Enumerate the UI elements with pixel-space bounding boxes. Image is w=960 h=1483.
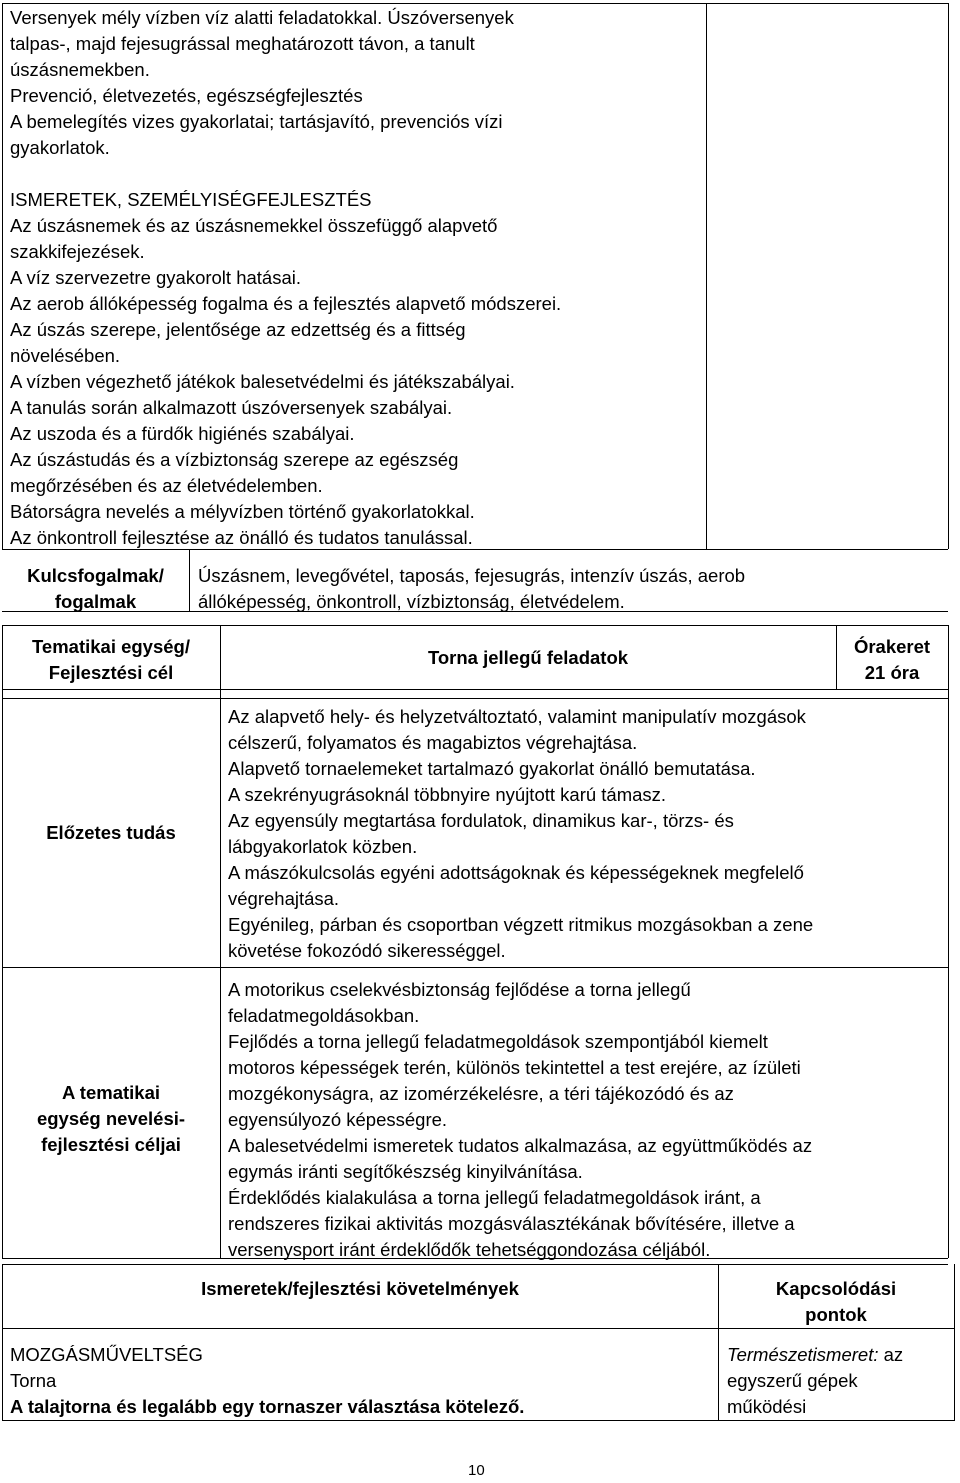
content-line: talpas-, majd fejesugrással meghatározott távon, a tanult [10,33,475,54]
requirements-line: MOZGÁSMŰVELTSÉG [10,1344,203,1365]
border [2,3,948,4]
goals-line: egymás iránti segítőkészség kinyilvánítása. [228,1161,583,1182]
unit-label: Tematikai egység/ [31,636,190,657]
goals-line: mozgékonyságra, az izomérzékelésre, a téri tájékozódó és az [228,1083,734,1104]
goals-label: A tematikai [61,1082,161,1103]
prior-line: Alapvető tornaelemeket tartalmazó gyakorlat önálló bemutatása. [228,758,756,779]
content-line: gyakorlatok. [10,137,110,158]
goals-line: feladatmegoldásokban. [228,1005,420,1026]
border [2,1420,955,1421]
keywords-label: fogalmak [54,591,137,612]
border [2,3,3,549]
border [220,625,221,1258]
prior-line: lábgyakorlatok közben. [228,836,418,857]
requirements-header: Ismeretek/fejlesztési követelmények [201,1278,519,1299]
prior-line: Egyénileg, párban és csoportban végzett ritmikus mozgásokban a zene [228,914,814,935]
prior-line: célszerű, folyamatos és magabiztos végrehajtása. [228,732,638,753]
keywords-label: Kulcsfogalmak/ [27,565,164,586]
links-line [727,1342,903,1368]
links-header: pontok [805,1304,867,1325]
border [2,698,948,699]
border [706,3,707,549]
requirements-line: A talajtorna és legalább egy tornaszer választása kötelező. [10,1396,525,1417]
border [948,625,949,1258]
requirements-line: Torna [10,1370,57,1391]
goals-line: motoros képességek terén, különös tekintettel a test erejére, az ízületi [228,1057,801,1078]
links-line: egyszerű gépek [727,1370,858,1391]
border [2,689,948,690]
content-line: A tanulás során alkalmazott úszóversenyek szabályai. [10,397,453,418]
content-line: megőrzésében és az életvédelemben. [10,475,323,496]
prior-line: A mászókulcsolás egyéni adottságoknak és képességeknek megfelelő [228,862,804,883]
content-line: úszásnemekben. [10,59,150,80]
content-line: szakkifejezések. [10,241,145,262]
hours-value: 21 óra [864,662,920,683]
border [2,1264,948,1265]
content-line: Az aerob állóképesség fogalma és a fejlesztés alapvető módszerei. [10,293,562,314]
prior-line: követése fokozódó sikerességgel. [228,940,506,961]
goals-line: egyensúlyozó képességre. [228,1109,448,1130]
content-line: A bemelegítés vizes gyakorlatai; tartásjavító, prevenciós vízi [10,111,503,132]
content-line: A vízben végezhető játékok balesetvédelmi és játékszabályai. [10,371,515,392]
unit-label: Fejlesztési cél [48,662,174,683]
content-line: Az úszásnemek és az úszásnemekkel összefüggő alapvető [10,215,498,236]
content-line: Bátorságra nevelés a mélyvízben történő gyakorlatokkal. [10,501,475,522]
goals-line: versenysport iránt érdeklődők tehetséggondozása céljából. [228,1239,711,1260]
border [954,1264,955,1420]
keywords-text: Úszásnem, levegővétel, taposás, fejesugrás, intenzív úszás, aerob [198,565,746,586]
content-line: Az uszoda és a fürdők higiénés szabályai. [10,423,355,444]
goals-label: egység nevelési- [36,1108,186,1129]
border [189,549,190,611]
content-line: Prevenció, életvezetés, egészségfejlesztés [10,85,363,106]
content-line: Versenyek mély vízben víz alatti feladatokkal. Úszóversenyek [10,7,514,28]
page-number: 10 [468,1462,485,1479]
border [948,3,949,549]
border [2,1328,955,1329]
content-line: Az úszás szerepe, jelentősége az edzettség és a fittség [10,319,466,340]
prior-line: Az egyensúly megtartása fordulatok, dinamikus kar-, törzs- és [228,810,734,831]
goals-line: rendszeres fizikai aktivitás mozgásválasztékának bővítésére, illetve a [228,1213,795,1234]
goals-label: fejlesztési céljai [41,1134,181,1155]
prior-line: Az alapvető hely- és helyzetváltoztató, valamint manipulatív mozgások [228,706,806,727]
hours-label: Órakeret [853,636,931,657]
links-subject: Természetismeret: [727,1344,879,1365]
content-line: Az önkontroll fejlesztése az önálló és tudatos tanulással. [10,527,473,548]
links-header: Kapcsolódási [775,1278,897,1299]
content-line: Az úszástudás és a vízbiztonság szerepe az egészség [10,449,459,470]
prior-line: A szekrényugrásoknál többnyire nyújtott karú támasz. [228,784,667,805]
links-text: az [878,1344,904,1365]
content-line: növelésében. [10,345,121,366]
goals-line: Érdeklődés kialakulása a torna jellegű feladatmegoldások iránt, a [228,1187,761,1208]
goals-line: A motorikus cselekvésbiztonság fejlődése a torna jellegű [228,979,691,1000]
content-line: A víz szervezetre gyakorolt hatásai. [10,267,301,288]
links-line: működési [727,1396,807,1417]
section-heading: ISMERETEK, SZEMÉLYISÉGFEJLESZTÉS [10,189,372,210]
border [2,625,948,626]
goals-line: Fejlődés a torna jellegű feladatmegoldások szempontjából kiemelt [228,1031,768,1052]
border [2,967,948,968]
goals-line: A balesetvédelmi ismeretek tudatos alkalmazása, az együttműködés az [228,1135,813,1156]
keywords-text: állóképesség, önkontroll, vízbiztonság, életvédelem. [198,591,625,612]
border [2,625,3,1258]
prior-line: végrehajtása. [228,888,340,909]
prior-label: Előzetes tudás [46,822,176,843]
unit-title: Torna jellegű feladatok [427,647,629,668]
